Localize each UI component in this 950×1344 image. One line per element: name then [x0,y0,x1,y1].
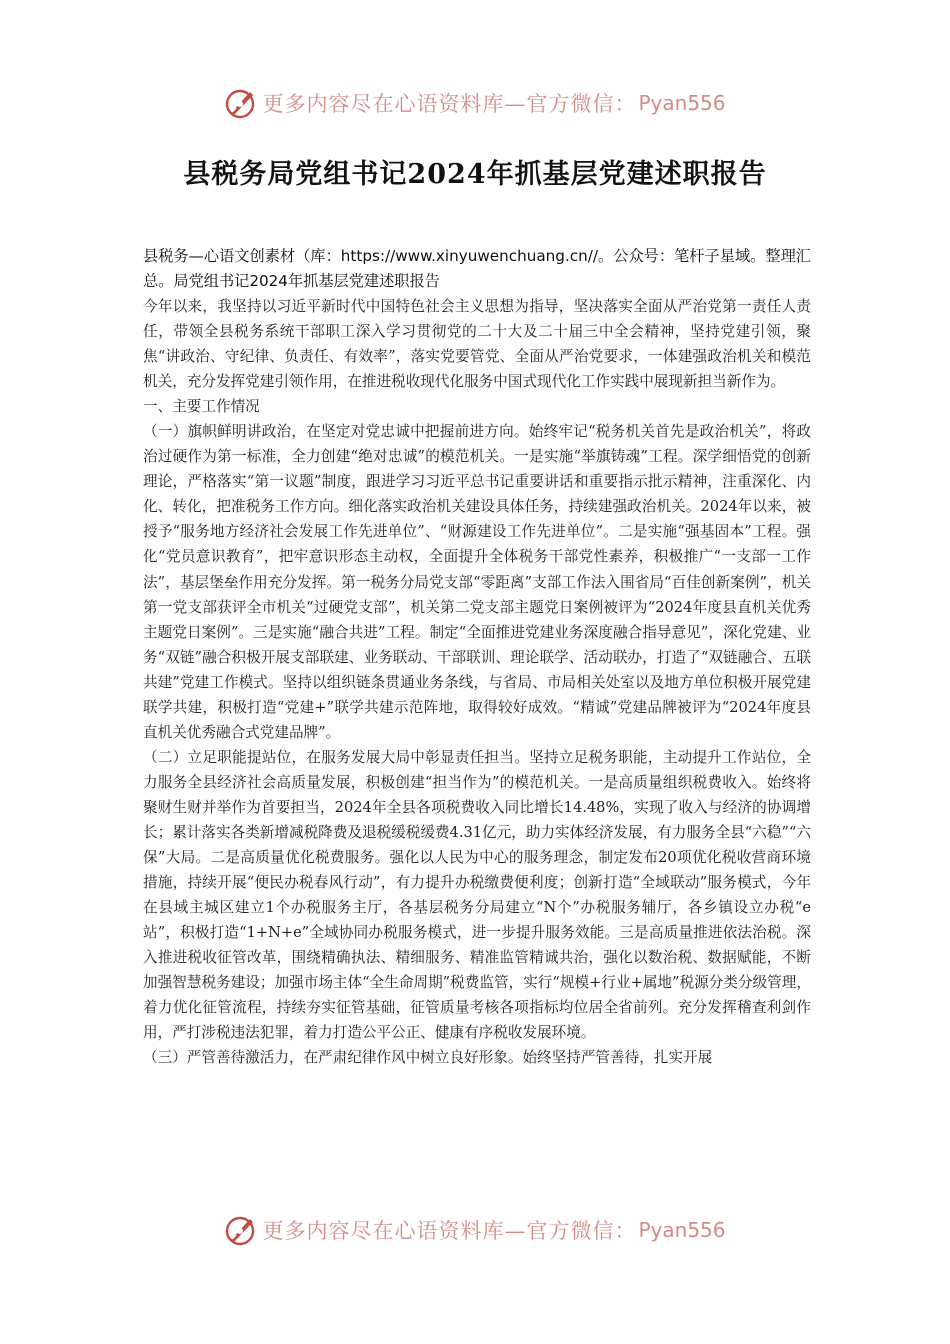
paragraph-politics: （一）旗帜鲜明讲政治，在坚定对党忠诚中把握前进方向。始终牢记“税务机关首先是政治机关”，将政治过硬作为第一标准，全力创建“绝对忠诚”的模范机关。一是实施“举旗铸魂”工程。深学细悟党的创新理论，严格落实“第一议题”制度，跟进学习习近平总书记重要讲话和重要指示批示精神，注重深化、内化、转化，把准税务工作方向。细化落实政治机关建设具体任务，持续建强政治机关。2024年以来，被授予“服务地方经济社会发展工作先进单位”、“财源建设工作先进单位”。二是实施“强基固本”工程。强化“党员意识教育”，把牢意识形态主动权，全面提升全体税务干部党性素养，积极推广“一支部一工作法”，基层堡垒作用充分发挥。第一税务分局党支部“零距离”支部工作法入围省局“百佳创新案例”，机关第一党支部获评全市机关“过硬党支部”，机关第二党支部主题党日案例被评为“2024年度县直机关优秀主题党日案例”。三是实施“融合共进”工程。制定“全面推进党建业务深度融合指导意见”，深化党建、业务“双链”融合积极开展支部联建、业务联动、干部联训、理论联学、活动联办，打造了“双链融合、五联共建”党建工作模式。坚持以组织链条贯通业务条线，与省局、市局相关处室以及地方单位积极开展党建联学共建，积极打造“党建+”联学共建示范阵地，取得较好成效。“精诚”党建品牌被评为“2024年度县直机关优秀融合式党建品牌”。 [143,423,811,741]
document-body [143,244,811,1070]
banner-text: 更多内容尽在心语资料库—官方微信： [262,92,637,116]
footer-banner [0,1210,950,1250]
banner-wechat-handle: Pyan556 [638,1218,726,1242]
lead-paragraph: 县税务—心语文创素材（库：https://www.xinyuwenchuang.cn//。公众号：笔杆子星域。整理汇总。局党组书记2024年抓基层党建述职报告 [143,247,811,290]
document-title: 县税务局党组书记2024年抓基层党建述职报告 [183,159,767,190]
section-heading: 一、主要工作情况 [143,398,260,416]
paragraph-discipline: （三）严管善待激活力，在严肃纪律作风中树立良好形象。始终坚持严管善待，扎实开展 [143,1049,713,1067]
paragraph-duty: （二）立足职能提站位，在服务发展大局中彰显责任担当。坚持立足税务职能，主动提升工作站位，全力服务全县经济社会高质量发展，积极创建“担当作为”的模范机关。一是高质量组织税费收入。始终将聚财生财并举作为首要担当，2024年全县各项税费收入同比增长14.48%，实现了收入与经济的协调增长；累计落实各类新增减税降费及退税缓税缓费4.31亿元，助力实体经济发展，有力服务全县“六稳”“六保”大局。二是高质量优化税费服务。强化以人民为中心的服务理念，制定发布20项优化税收营商环境措施，持续开展“便民办税春风行动”，有力提升办税缴费便利度；创新打造“全域联动”服务模式，今年在县域主城区建立1个办税服务主厅，各基层税务分局建立“N个”办税服务辅厅，各乡镇设立办税“e站”，积极打造“1+N+e”全域协同办税服务模式，进一步提升服务效能。三是高质量推进依法治税。深入推进税收征管改革，围绕精确执法、精细服务、精准监管精诚共治，强化以数治税、数据赋能，不断加强智慧税务建设；加强市场主体“全生命周期”税费监管，实行“规模+行业+属地”税源分类分级管理，着力优化征管流程，持续夯实征管基础，征管质量考核各项指标均位居全省前列。充分发挥稽查利剑作用，严打涉税违法犯罪，着力打造公平公正、健康有序税收发展环境。 [143,748,811,1042]
banner-text: 更多内容尽在心语资料库—官方微信： [262,1219,637,1243]
banner-wechat-handle: Pyan556 [638,91,726,115]
paragraph-intro: 今年以来，我坚持以习近平新时代中国特色社会主义思想为指导，坚决落实全面从严治党第一责任人责任，带领全县税务系统干部职工深入学习贯彻党的二十大及二十届三中全会精神，坚持党建引领，聚焦“讲政治、守纪律、负责任、有效率”，落实党要管党、全面从严治党要求，一体建强政治机关和模范机关，充分发挥党建引领作用，在推进税收现代化服务中国式现代化工作实践中展现新担当新作为。 [143,298,811,391]
pen-logo-icon [224,86,258,120]
header-banner [0,83,950,123]
pen-logo-icon [224,1213,258,1247]
